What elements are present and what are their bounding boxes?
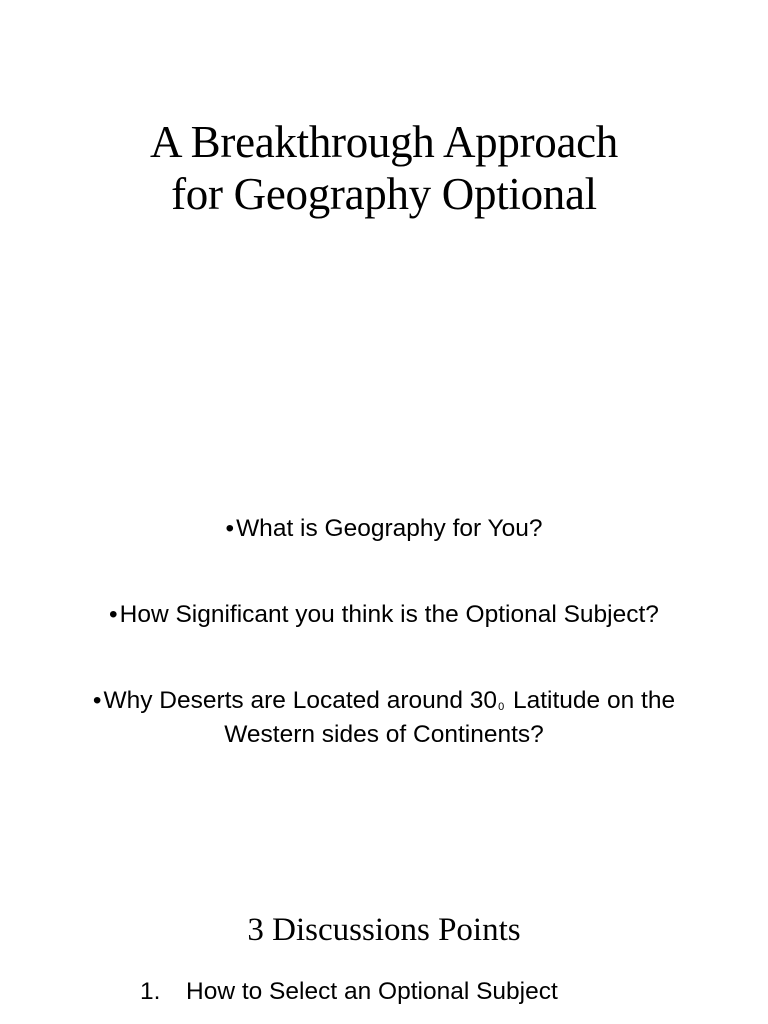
bullet-text-line-2: Western sides of Continents? [224, 721, 544, 748]
slide-title-line-2: for Geography Optional [171, 169, 597, 219]
bullet-marker: • [109, 601, 118, 628]
degree-superscript: 0 [498, 701, 505, 713]
bullet-item [0, 598, 768, 632]
list-number: 1. [140, 978, 161, 1005]
bullet-marker: • [225, 515, 235, 542]
slide-title-line-1: A Breakthrough Approach [150, 117, 618, 167]
section-heading: 3 Discussions Points [247, 912, 521, 948]
bullet-text-continued: Latitude on the [506, 687, 676, 714]
list-item-text: How to Select an Optional Subject [186, 978, 558, 1005]
bullet-text: Why Deserts are Located around 30 [103, 687, 498, 714]
bullet-item [0, 512, 768, 546]
bullet-item [0, 684, 768, 752]
bullet-text: What is Geography for You? [236, 515, 543, 542]
bullet-text: How Significant you think is the Optional Subject? [119, 601, 659, 628]
bullet-marker: • [92, 687, 102, 714]
list-item [140, 974, 558, 1010]
slide-title [0, 116, 768, 220]
